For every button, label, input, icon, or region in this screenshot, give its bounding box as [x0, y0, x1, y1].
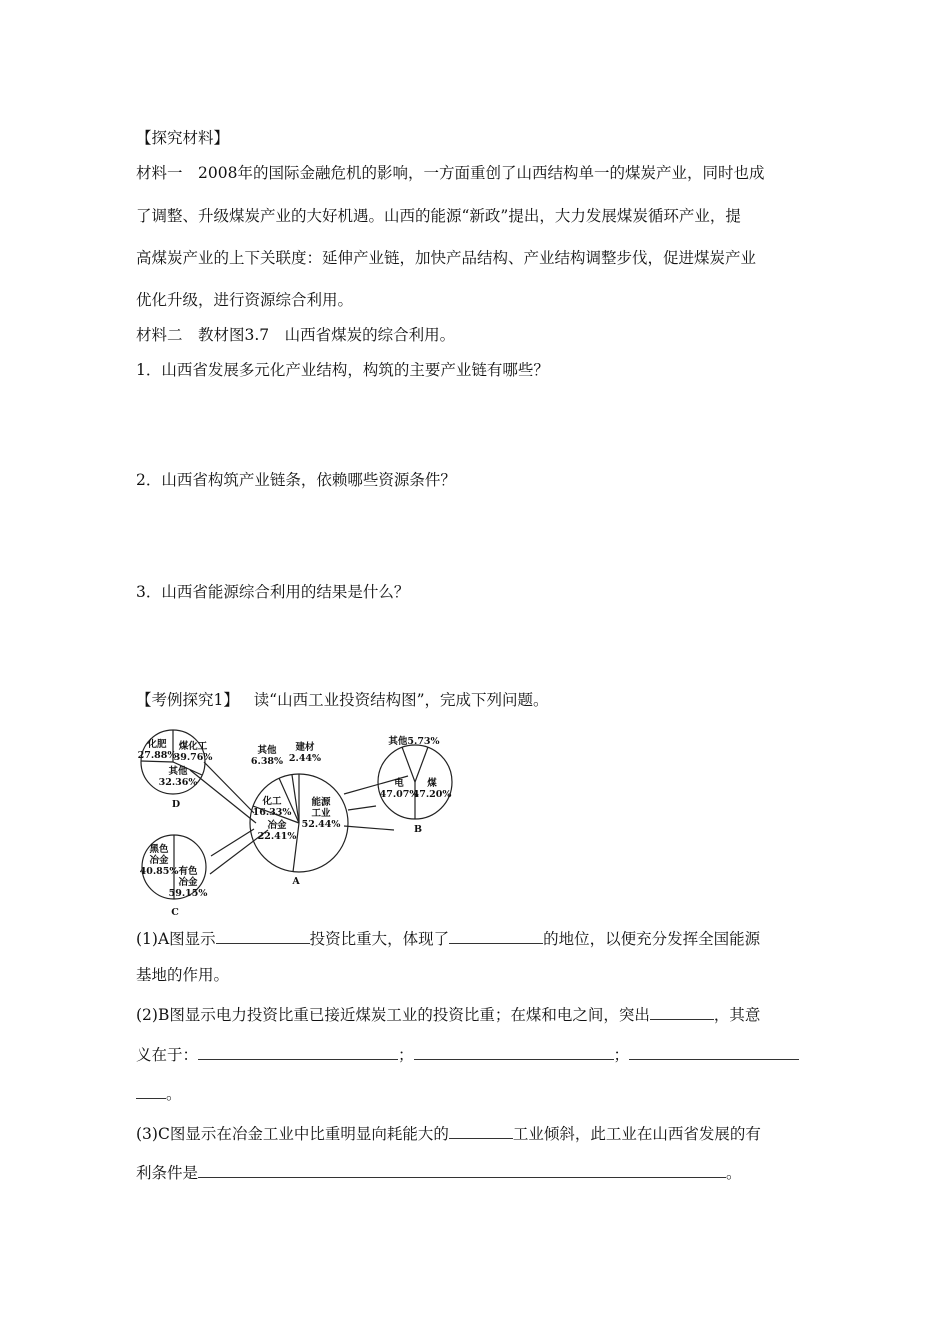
- pie-a-label: 6.38%: [250, 756, 284, 767]
- subq3-line1: [136, 1123, 761, 1144]
- subq3-part: 。: [726, 1164, 742, 1182]
- pie-c-label: 40.85%: [139, 866, 179, 877]
- material1-text: 高煤炭产业的上下关联度：延伸产业链，加快产品结构、产业结构调整步伐，促进煤炭产业: [136, 249, 757, 267]
- pie-a-label: 冶金: [267, 820, 287, 831]
- pie-a-letter: A: [292, 876, 300, 887]
- pie-a-label: 其他: [257, 745, 277, 756]
- pie-d-label: 化肥: [147, 739, 167, 750]
- pie-d-divider: [141, 761, 173, 762]
- subq2-part: ；: [613, 1046, 630, 1064]
- subq3-part: 工业倾斜，此工业在山西省发展的有: [512, 1125, 761, 1143]
- connector-c-a: [211, 829, 254, 856]
- example-heading: [136, 690, 549, 710]
- pie-b-label: 煤: [427, 778, 437, 789]
- investment-structure-figure: [136, 720, 466, 920]
- subq1-text: [136, 928, 760, 949]
- answer-blank[interactable]: [449, 1123, 513, 1139]
- pie-c-label: 59.15%: [168, 888, 208, 899]
- subq2-part: 义在于：: [136, 1046, 199, 1064]
- pie-c-label: 有色: [178, 866, 198, 877]
- subq2-part: ；: [398, 1046, 414, 1064]
- answer-blank[interactable]: [629, 1044, 799, 1060]
- answer-blank[interactable]: [414, 1044, 614, 1060]
- material1-line1: [136, 163, 814, 183]
- pie-d-label: 39.76%: [173, 752, 213, 763]
- pie-b-label: 其他5.73%: [388, 736, 440, 747]
- example-title: 【考例探究1】: [136, 691, 239, 709]
- answer-blank[interactable]: [650, 1004, 714, 1020]
- material2: 材料二 教材图3.7 山西省煤炭的综合利用。: [136, 326, 456, 344]
- pie-c-label: 冶金: [178, 877, 198, 888]
- subq3-part: (3)C图显示在冶金工业中比重明显向耗能大的: [136, 1125, 449, 1143]
- pie-a-label: 建材: [295, 742, 315, 753]
- pie-a-label: 2.44%: [288, 753, 322, 764]
- pie-b-label: 电: [394, 778, 404, 789]
- example-prompt: 读“山西工业投资结构图”，完成下列问题。: [253, 691, 549, 709]
- material1-text: 材料一 2008年的国际金融危机的影响，一方面重创了山西结构单一的煤炭产业，同时也成: [136, 164, 765, 182]
- subq2-part: 。: [166, 1085, 182, 1103]
- pie-d-letter: D: [171, 799, 181, 810]
- subq3-part: 利条件是: [136, 1164, 199, 1182]
- answer-blank[interactable]: [216, 928, 310, 944]
- pie-d-label: 其他: [168, 766, 188, 777]
- question-1: 1．山西省发展多元化产业结构，构筑的主要产业链有哪些？: [136, 361, 549, 379]
- pie-d-label: 煤化工: [178, 741, 208, 752]
- subq2-part: (2)B图显示电力投资比重已接近煤炭工业的投资比重；在煤和电之间，突出: [136, 1006, 650, 1024]
- pie-b-label: 47.07%: [379, 789, 419, 800]
- pie-c-label: 冶金: [149, 855, 169, 866]
- answer-blank[interactable]: [136, 1083, 166, 1099]
- subq2-line1: [136, 1004, 760, 1025]
- pie-c-label: 黑色: [149, 844, 169, 855]
- pie-c-letter: C: [171, 907, 179, 918]
- answer-blank[interactable]: [198, 1044, 398, 1060]
- pie-a-label: 22.41%: [257, 831, 297, 842]
- subq3-line2: [136, 1162, 742, 1183]
- subq2-part: ，其意: [713, 1006, 761, 1024]
- material1-line3: [136, 248, 814, 268]
- pie-a-label: 工业: [311, 808, 331, 819]
- material1-line2: [136, 206, 814, 226]
- question-3: 3．山西省能源综合利用的结果是什么？: [136, 583, 410, 601]
- answer-blank[interactable]: [198, 1162, 726, 1178]
- material1-line4: 优化升级，进行资源综合利用。: [136, 291, 354, 309]
- material1-text: 了调整、升级煤炭产业的大好机遇。山西的能源“新政”提出，大力发展煤炭循环产业，提: [136, 207, 741, 225]
- subq1-part: (1)A图显示: [136, 930, 216, 948]
- pie-a-label: 52.44%: [301, 819, 341, 830]
- answer-blank[interactable]: [449, 928, 543, 944]
- connector-a-b: [344, 826, 394, 830]
- pie-a-label: 16.33%: [252, 807, 292, 818]
- pie-a-label: 化工: [262, 796, 282, 807]
- connector-a-b: [348, 806, 376, 810]
- subq2-line3: [136, 1083, 182, 1104]
- pie-a-label: 能源: [311, 797, 331, 808]
- subq1-part: 的地位，以便充分发挥全国能源: [543, 930, 761, 948]
- pie-d-label: 32.36%: [158, 777, 198, 788]
- pie-d-label: 27.88%: [137, 750, 177, 761]
- subq1-line2: 基地的作用。: [136, 966, 230, 984]
- pie-b-letter: B: [413, 824, 423, 835]
- subq1-part: 投资比重大，体现了: [309, 930, 450, 948]
- connector-d-a: [190, 770, 256, 823]
- question-2: 2．山西省构筑产业链条，依赖哪些资源条件？: [136, 471, 456, 489]
- pie-b-label: 47.20%: [412, 789, 452, 800]
- subq1-line1: [136, 928, 814, 949]
- subq2-line2: [136, 1044, 799, 1065]
- pie-b-divider: [415, 747, 428, 782]
- section-heading: 【探究材料】: [136, 129, 230, 147]
